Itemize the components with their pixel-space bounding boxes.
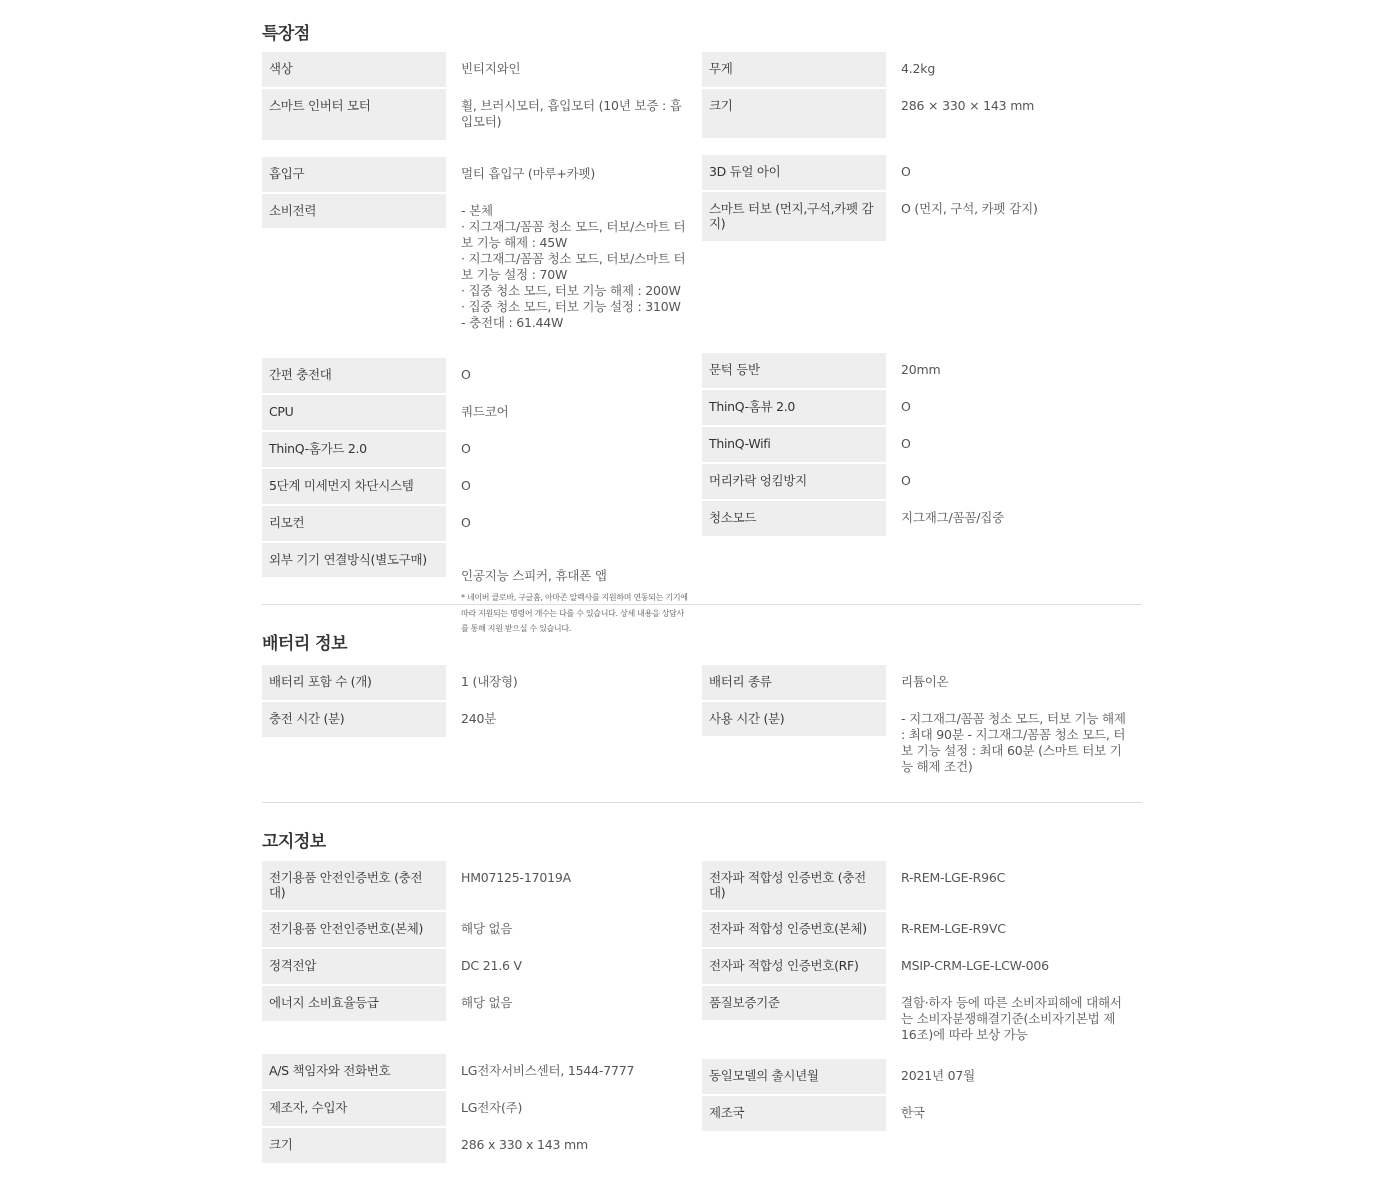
spec-label: 동일모델의 출시년월 bbox=[702, 1059, 886, 1094]
battery-right-column bbox=[702, 665, 1142, 787]
features-title: 특장점 bbox=[262, 24, 310, 44]
spec-row bbox=[262, 949, 702, 986]
spec-row bbox=[262, 469, 702, 506]
spec-value: 240분 bbox=[461, 711, 497, 726]
spec-row bbox=[262, 1091, 702, 1128]
spec-row bbox=[702, 501, 1142, 538]
spec-row bbox=[262, 665, 702, 702]
spec-label: 흡입구 bbox=[262, 157, 446, 192]
spec-row bbox=[262, 358, 702, 395]
spec-label: 머리카락 엉킴방지 bbox=[702, 464, 886, 499]
spec-value: O bbox=[901, 164, 911, 179]
spec-value: - 지그재그/꼼꼼 청소 모드, 터보 기능 해제 : 최대 90분 - 지그재그/꼼꼼 청소 모드, 터보 기능 설정 : 최대 60분 (스마트 터보 기능 해제 조건) bbox=[901, 711, 1126, 774]
spec-label: 에너지 소비효율등급 bbox=[262, 986, 446, 1021]
spec-value: R-REM-LGE-R96C bbox=[901, 870, 1006, 885]
spec-label: A/S 책임자와 전화번호 bbox=[262, 1054, 446, 1089]
spec-label: 제조자, 수입자 bbox=[262, 1091, 446, 1126]
spec-value: O bbox=[901, 399, 911, 414]
spec-value: DC 21.6 V bbox=[461, 958, 522, 973]
spec-row bbox=[702, 192, 1142, 338]
spec-label: 정격전압 bbox=[262, 949, 446, 984]
spec-label: ThinQ-홈가드 2.0 bbox=[262, 432, 446, 467]
spec-label: 무게 bbox=[702, 52, 886, 87]
spec-row bbox=[702, 702, 1142, 787]
spec-value: 멀티 흡입구 (마루+카펫) bbox=[461, 166, 596, 181]
spec-footnote: * 네이버 클로바, 구글홈, 아마존 알렉사를 지원하며 연동되는 기기에 따라 지원되는 명령어 개수는 다를 수 있습니다. 상세 내용을 상담사를 통해 지원 받으실 수 있습니다. bbox=[461, 593, 688, 633]
spec-value: O bbox=[461, 367, 471, 382]
spec-label: 스마트 인버터 모터 bbox=[262, 89, 446, 140]
spec-value: R-REM-LGE-R9VC bbox=[901, 921, 1006, 936]
spec-label: 스마트 터보 (먼지,구석,카펫 감지) bbox=[702, 192, 886, 241]
spec-row bbox=[262, 395, 702, 432]
spec-value: MSIP-CRM-LGE-LCW-006 bbox=[901, 958, 1049, 973]
spec-row bbox=[262, 432, 702, 469]
spec-value: 286 × 330 × 143 mm bbox=[901, 98, 1035, 113]
features-right-column bbox=[702, 52, 1142, 665]
spec-value: 한국 bbox=[901, 1105, 925, 1120]
spec-value: O bbox=[901, 436, 911, 451]
spec-value: 20mm bbox=[901, 362, 941, 377]
spec-value: O bbox=[461, 515, 471, 530]
spec-label: 크기 bbox=[262, 1128, 446, 1163]
spec-row bbox=[262, 986, 702, 1023]
spec-label: 소비전력 bbox=[262, 194, 446, 228]
battery-section bbox=[262, 605, 1142, 802]
spec-label: 전자파 적합성 인증번호 (충전대) bbox=[702, 861, 886, 910]
spec-value: O (먼지, 구석, 카펫 감지) bbox=[901, 201, 1038, 216]
spec-value: 결함·하자 등에 따른 소비자피해에 대해서는 소비자분쟁해결기준(소비자기본법 제16조)에 따라 보상 가능 bbox=[901, 995, 1122, 1042]
spec-row bbox=[702, 1096, 1142, 1133]
battery-title: 배터리 정보 bbox=[262, 634, 348, 654]
spec-label: 리모컨 bbox=[262, 506, 446, 541]
spec-value: 2021년 07월 bbox=[901, 1068, 976, 1083]
spec-value: 해당 없음 bbox=[461, 995, 513, 1010]
spec-label: 배터리 포함 수 (개) bbox=[262, 665, 446, 700]
spec-container bbox=[262, 0, 1142, 1165]
spec-row bbox=[702, 665, 1142, 702]
spec-value: 쿼드코어 bbox=[461, 404, 509, 419]
spec-label: 전자파 적합성 인증번호(본체) bbox=[702, 912, 886, 947]
spec-label: 크기 bbox=[702, 89, 886, 138]
notice-left-column bbox=[262, 861, 702, 1165]
spec-label: 제조국 bbox=[702, 1096, 886, 1131]
spec-row bbox=[702, 1059, 1142, 1096]
notice-title: 고지정보 bbox=[262, 832, 326, 852]
spec-value: O bbox=[901, 473, 911, 488]
spec-row bbox=[262, 861, 702, 912]
notice-right-column bbox=[702, 861, 1142, 1165]
spec-row bbox=[702, 390, 1142, 427]
spec-value: 리튬이온 bbox=[901, 674, 949, 689]
battery-left-column bbox=[262, 665, 702, 787]
spec-row bbox=[262, 912, 702, 949]
spec-value: 휠, 브러시모터, 흡입모터 (10년 보증 : 흡입모터) bbox=[461, 98, 682, 129]
spec-value: O bbox=[461, 441, 471, 456]
spec-row bbox=[702, 861, 1142, 912]
spec-label: 충전 시간 (분) bbox=[262, 702, 446, 737]
spec-label: 전기용품 안전인증번호 (충전대) bbox=[262, 861, 446, 910]
spec-value: 286 x 330 x 143 mm bbox=[461, 1137, 588, 1152]
features-section bbox=[262, 0, 1142, 633]
spec-row bbox=[702, 912, 1142, 949]
spec-label: 전기용품 안전인증번호(본체) bbox=[262, 912, 446, 947]
spec-value: 빈티지와인 bbox=[461, 61, 521, 76]
spec-row bbox=[702, 89, 1142, 140]
spec-value: 4.2kg bbox=[901, 61, 936, 76]
spec-value: - 본체 · 지그재그/꼼꼼 청소 모드, 터보/스마트 터보 기능 해제 : 45W · 지그재그/꼼꼼 청소 모드, 터보/스마트 터보 기능 설정 : 70W · 집중 청소 모드, 터보 기능 해제 : 200W · 집중 청소 모드, 터보 기능 설정 : 310W - 충전대 : 61.44W bbox=[461, 203, 686, 330]
spec-row bbox=[702, 52, 1142, 89]
spec-value: O bbox=[461, 478, 471, 493]
spec-label: 외부 기기 연결방식(별도구매) bbox=[262, 543, 446, 577]
spec-label: CPU bbox=[262, 395, 446, 430]
spec-value-text: 인공지능 스피커, 휴대폰 앱 bbox=[461, 568, 607, 583]
spec-label: 배터리 종류 bbox=[702, 665, 886, 700]
spec-row bbox=[702, 949, 1142, 986]
spec-value: 해당 없음 bbox=[461, 921, 513, 936]
spec-value: 지그재그/꼼꼼/집중 bbox=[901, 510, 1005, 525]
spec-label: ThinQ-Wifi bbox=[702, 427, 886, 462]
spec-label: 청소모드 bbox=[702, 501, 886, 536]
spec-row bbox=[262, 506, 702, 543]
spec-label: 전자파 적합성 인증번호(RF) bbox=[702, 949, 886, 984]
features-left-column bbox=[262, 52, 702, 665]
spec-label: 색상 bbox=[262, 52, 446, 87]
spec-row bbox=[262, 1054, 702, 1091]
spec-value: LG전자(주) bbox=[461, 1100, 523, 1115]
spec-value: HM07125-17019A bbox=[461, 870, 571, 885]
spec-label: 5단계 미세먼지 차단시스템 bbox=[262, 469, 446, 504]
spec-row bbox=[702, 155, 1142, 192]
spec-row bbox=[262, 194, 702, 343]
spec-label: 문턱 등반 bbox=[702, 353, 886, 388]
spec-row bbox=[702, 986, 1142, 1055]
notice-section bbox=[262, 803, 1142, 1165]
spec-row bbox=[262, 52, 702, 89]
spec-row bbox=[262, 1128, 702, 1165]
spec-value: LG전자서비스센터, 1544-7777 bbox=[461, 1063, 635, 1078]
spec-row bbox=[262, 89, 702, 142]
spec-label: 사용 시간 (분) bbox=[702, 702, 886, 736]
spec-label: ThinQ-홈뷰 2.0 bbox=[702, 390, 886, 425]
spec-row bbox=[702, 464, 1142, 501]
spec-row bbox=[262, 702, 702, 739]
spec-value: 1 (내장형) bbox=[461, 674, 518, 689]
spec-row bbox=[262, 157, 702, 194]
spec-row bbox=[702, 427, 1142, 464]
spec-label: 간편 충전대 bbox=[262, 358, 446, 393]
spec-label: 3D 듀얼 아이 bbox=[702, 155, 886, 190]
spec-row bbox=[702, 353, 1142, 390]
spec-label: 품질보증기준 bbox=[702, 986, 886, 1020]
